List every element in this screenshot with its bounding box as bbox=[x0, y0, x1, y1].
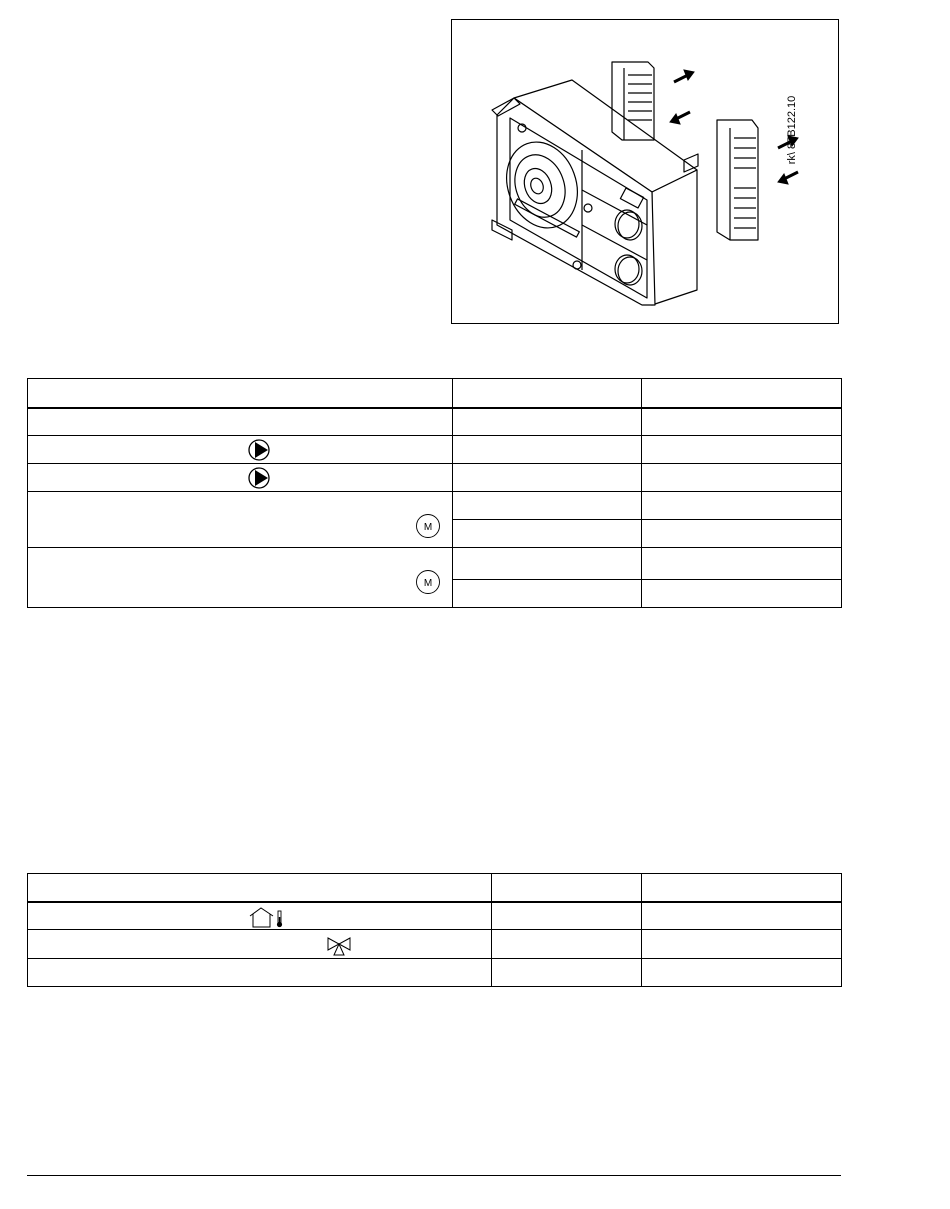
table-row bbox=[28, 492, 842, 520]
table-row bbox=[28, 548, 842, 580]
svg-text:M: M bbox=[423, 522, 433, 533]
table-cell bbox=[28, 464, 453, 492]
table-row bbox=[28, 464, 842, 492]
table-cell bbox=[453, 520, 642, 548]
table-cell bbox=[642, 959, 842, 987]
table-cell bbox=[642, 408, 842, 436]
pump-icon bbox=[248, 467, 270, 489]
svg-text:M: M bbox=[423, 578, 433, 589]
table-row bbox=[28, 902, 842, 930]
table-row bbox=[28, 408, 842, 436]
table-cell bbox=[492, 959, 642, 987]
table-cell bbox=[453, 464, 642, 492]
table-cell bbox=[642, 436, 842, 464]
controller-figure bbox=[451, 19, 839, 324]
header-cell bbox=[642, 874, 842, 902]
header-cell bbox=[492, 874, 642, 902]
table-cell bbox=[28, 492, 453, 548]
table-cell bbox=[453, 580, 642, 608]
table-row bbox=[28, 930, 842, 959]
figure-reference-code bbox=[782, 70, 802, 190]
inputs-table bbox=[27, 873, 842, 987]
table-row bbox=[28, 436, 842, 464]
table-header-row bbox=[28, 874, 842, 902]
table-cell bbox=[28, 902, 492, 930]
table-cell bbox=[28, 548, 453, 608]
room-temperature-icon bbox=[247, 906, 287, 928]
motor-icon bbox=[415, 569, 441, 595]
table-cell bbox=[28, 408, 453, 436]
table-cell bbox=[453, 408, 642, 436]
table-cell bbox=[642, 548, 842, 580]
table-cell bbox=[492, 902, 642, 930]
header-cell bbox=[453, 379, 642, 408]
table-cell bbox=[642, 580, 842, 608]
pump-icon bbox=[248, 439, 270, 461]
table-cell bbox=[642, 930, 842, 959]
figure-reference-label: rk\ 87B122.10 bbox=[786, 95, 798, 165]
valve-icon bbox=[326, 935, 352, 957]
header-cell bbox=[28, 874, 492, 902]
table-cell bbox=[453, 492, 642, 520]
table-header-row bbox=[28, 379, 842, 408]
footer-divider bbox=[27, 1175, 841, 1176]
table-cell bbox=[28, 436, 453, 464]
table-cell bbox=[28, 930, 492, 959]
header-cell bbox=[642, 379, 842, 408]
table-cell bbox=[453, 436, 642, 464]
table-cell bbox=[453, 548, 642, 580]
table-cell bbox=[642, 902, 842, 930]
table-row bbox=[28, 959, 842, 987]
table-cell bbox=[28, 959, 492, 987]
table-cell bbox=[642, 520, 842, 548]
header-cell bbox=[28, 379, 453, 408]
table-cell bbox=[642, 492, 842, 520]
table-cell bbox=[642, 464, 842, 492]
table-cell bbox=[492, 930, 642, 959]
motor-icon bbox=[415, 513, 441, 539]
outputs-table bbox=[27, 378, 842, 608]
